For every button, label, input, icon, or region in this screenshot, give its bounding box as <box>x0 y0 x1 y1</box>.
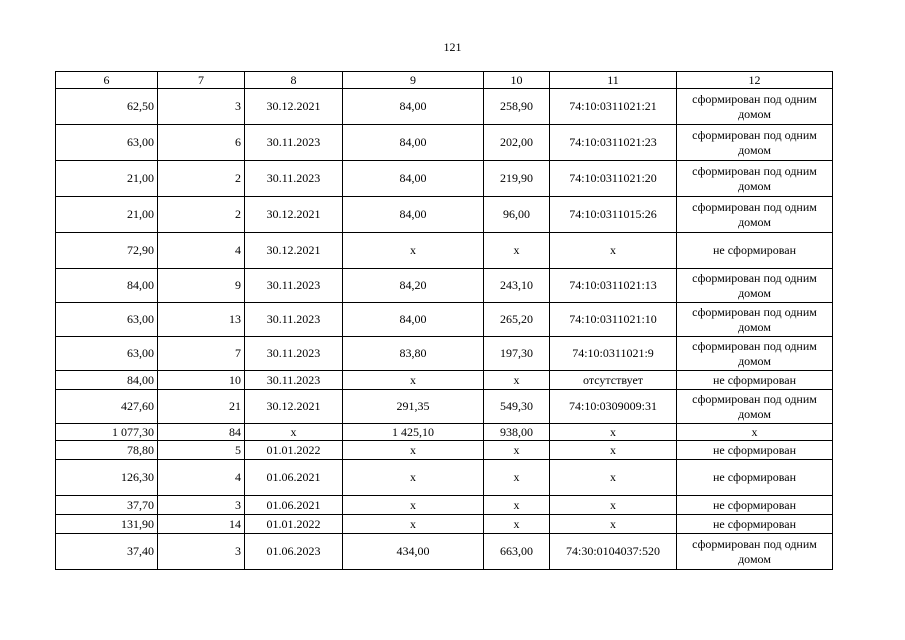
table-cell: 30.11.2023 <box>245 269 343 303</box>
table-cell: 30.11.2023 <box>245 371 343 390</box>
table-cell: не сформирован <box>677 515 833 534</box>
table-cell: 2 <box>158 197 245 233</box>
table-cell: 14 <box>158 515 245 534</box>
column-header-6: 6 <box>56 72 158 89</box>
table-row <box>56 161 833 197</box>
table-cell: x <box>550 460 677 496</box>
table-cell: 3 <box>158 89 245 125</box>
table-cell: 1 425,10 <box>343 424 484 441</box>
table-row <box>56 424 833 441</box>
table-cell: x <box>343 371 484 390</box>
column-header-11: 11 <box>550 72 677 89</box>
table-cell: 427,60 <box>56 390 158 424</box>
table-cell: 202,00 <box>484 125 550 161</box>
table-cell: x <box>343 496 484 515</box>
table-cell: 126,30 <box>56 460 158 496</box>
table-cell: не сформирован <box>677 371 833 390</box>
table-row <box>56 460 833 496</box>
table-cell: сформирован под одним домом <box>677 269 833 303</box>
table-cell: 30.11.2023 <box>245 161 343 197</box>
table-cell: 5 <box>158 441 245 460</box>
table-cell: x <box>484 233 550 269</box>
table-cell: 78,80 <box>56 441 158 460</box>
table-cell: 74:30:0104037:520 <box>550 534 677 570</box>
table-cell: x <box>343 460 484 496</box>
table-cell: 37,70 <box>56 496 158 515</box>
table-cell: 74:10:0311021:20 <box>550 161 677 197</box>
table-row <box>56 534 833 570</box>
table-cell: x <box>550 233 677 269</box>
column-header-9: 9 <box>343 72 484 89</box>
column-header-8: 8 <box>245 72 343 89</box>
table-cell: 74:10:0311015:26 <box>550 197 677 233</box>
data-table <box>55 71 833 570</box>
table-cell: 84,00 <box>343 125 484 161</box>
table-row <box>56 233 833 269</box>
table-cell: 3 <box>158 534 245 570</box>
table-cell: x <box>484 371 550 390</box>
table-cell: 63,00 <box>56 125 158 161</box>
table-cell: 9 <box>158 269 245 303</box>
table-header <box>56 72 833 89</box>
table-cell: сформирован под одним домом <box>677 89 833 125</box>
table-row <box>56 89 833 125</box>
table-cell: 01.06.2021 <box>245 496 343 515</box>
table-cell: x <box>343 515 484 534</box>
table-cell: 01.06.2023 <box>245 534 343 570</box>
table-cell: 21 <box>158 390 245 424</box>
table-row <box>56 197 833 233</box>
table-cell: 84,20 <box>343 269 484 303</box>
table-cell: 84,00 <box>343 303 484 337</box>
table-cell: 549,30 <box>484 390 550 424</box>
table-cell: не сформирован <box>677 441 833 460</box>
header-row <box>56 72 833 89</box>
table-cell: 663,00 <box>484 534 550 570</box>
table-cell: 37,40 <box>56 534 158 570</box>
table-cell: 1 077,30 <box>56 424 158 441</box>
table-cell: 83,80 <box>343 337 484 371</box>
table-row <box>56 125 833 161</box>
table-cell: 84 <box>158 424 245 441</box>
table-cell: 01.01.2022 <box>245 441 343 460</box>
table-row <box>56 441 833 460</box>
table-cell: 6 <box>158 125 245 161</box>
table-cell: x <box>484 515 550 534</box>
table-cell: не сформирован <box>677 233 833 269</box>
table-cell: не сформирован <box>677 496 833 515</box>
table-cell: 434,00 <box>343 534 484 570</box>
table-cell: x <box>484 441 550 460</box>
table-cell: 30.12.2021 <box>245 89 343 125</box>
table-cell: 74:10:0311021:9 <box>550 337 677 371</box>
table-cell: 63,00 <box>56 303 158 337</box>
table-cell: 30.11.2023 <box>245 303 343 337</box>
table-cell: x <box>677 424 833 441</box>
table-cell: 7 <box>158 337 245 371</box>
table-cell: 74:10:0311021:10 <box>550 303 677 337</box>
table-row <box>56 269 833 303</box>
table-cell: x <box>550 496 677 515</box>
table-cell: 4 <box>158 460 245 496</box>
table-cell: 13 <box>158 303 245 337</box>
table-cell: 84,00 <box>343 197 484 233</box>
table-row <box>56 337 833 371</box>
table-cell: x <box>343 441 484 460</box>
table-cell: 243,10 <box>484 269 550 303</box>
table-row <box>56 390 833 424</box>
table-cell: 258,90 <box>484 89 550 125</box>
table-cell: x <box>550 441 677 460</box>
page-number: 121 <box>443 40 462 54</box>
table-cell: 291,35 <box>343 390 484 424</box>
table-cell: x <box>550 515 677 534</box>
table-cell: сформирован под одним домом <box>677 161 833 197</box>
table-cell: 2 <box>158 161 245 197</box>
table-cell: 84,00 <box>56 269 158 303</box>
table-cell: сформирован под одним домом <box>677 197 833 233</box>
table-cell: x <box>484 496 550 515</box>
table-cell: 30.12.2021 <box>245 390 343 424</box>
table-cell: 84,00 <box>343 89 484 125</box>
table-cell: x <box>343 233 484 269</box>
table-cell: 63,00 <box>56 337 158 371</box>
table-cell: не сформирован <box>677 460 833 496</box>
table-row <box>56 303 833 337</box>
column-header-7: 7 <box>158 72 245 89</box>
table-cell: сформирован под одним домом <box>677 303 833 337</box>
table-cell: 219,90 <box>484 161 550 197</box>
table-cell: 3 <box>158 496 245 515</box>
table-cell: 21,00 <box>56 161 158 197</box>
table-row <box>56 496 833 515</box>
table-cell: отсутствует <box>550 371 677 390</box>
table-cell: сформирован под одним домом <box>677 337 833 371</box>
table-cell: 96,00 <box>484 197 550 233</box>
table-cell: 74:10:0309009:31 <box>550 390 677 424</box>
table-cell: 30.11.2023 <box>245 337 343 371</box>
table-cell: 74:10:0311021:23 <box>550 125 677 161</box>
table-cell: 10 <box>158 371 245 390</box>
table-cell: 84,00 <box>343 161 484 197</box>
table-cell: сформирован под одним домом <box>677 534 833 570</box>
table-row <box>56 515 833 534</box>
column-header-10: 10 <box>484 72 550 89</box>
table-body <box>56 89 833 570</box>
table-cell: x <box>550 424 677 441</box>
table-cell: 21,00 <box>56 197 158 233</box>
table-cell: x <box>484 460 550 496</box>
column-header-12: 12 <box>677 72 833 89</box>
table-cell: x <box>245 424 343 441</box>
table-cell: 01.06.2021 <box>245 460 343 496</box>
table-cell: 30.12.2021 <box>245 233 343 269</box>
table-cell: 197,30 <box>484 337 550 371</box>
table-cell: 4 <box>158 233 245 269</box>
table-cell: 938,00 <box>484 424 550 441</box>
table-cell: сформирован под одним домом <box>677 125 833 161</box>
table-cell: 74:10:0311021:13 <box>550 269 677 303</box>
table-cell: 265,20 <box>484 303 550 337</box>
table-cell: 01.01.2022 <box>245 515 343 534</box>
table-cell: 30.12.2021 <box>245 197 343 233</box>
table-cell: сформирован под одним домом <box>677 390 833 424</box>
table-cell: 30.11.2023 <box>245 125 343 161</box>
table-row <box>56 371 833 390</box>
table-cell: 72,90 <box>56 233 158 269</box>
table-cell: 74:10:0311021:21 <box>550 89 677 125</box>
table-cell: 62,50 <box>56 89 158 125</box>
table-cell: 131,90 <box>56 515 158 534</box>
table-cell: 84,00 <box>56 371 158 390</box>
